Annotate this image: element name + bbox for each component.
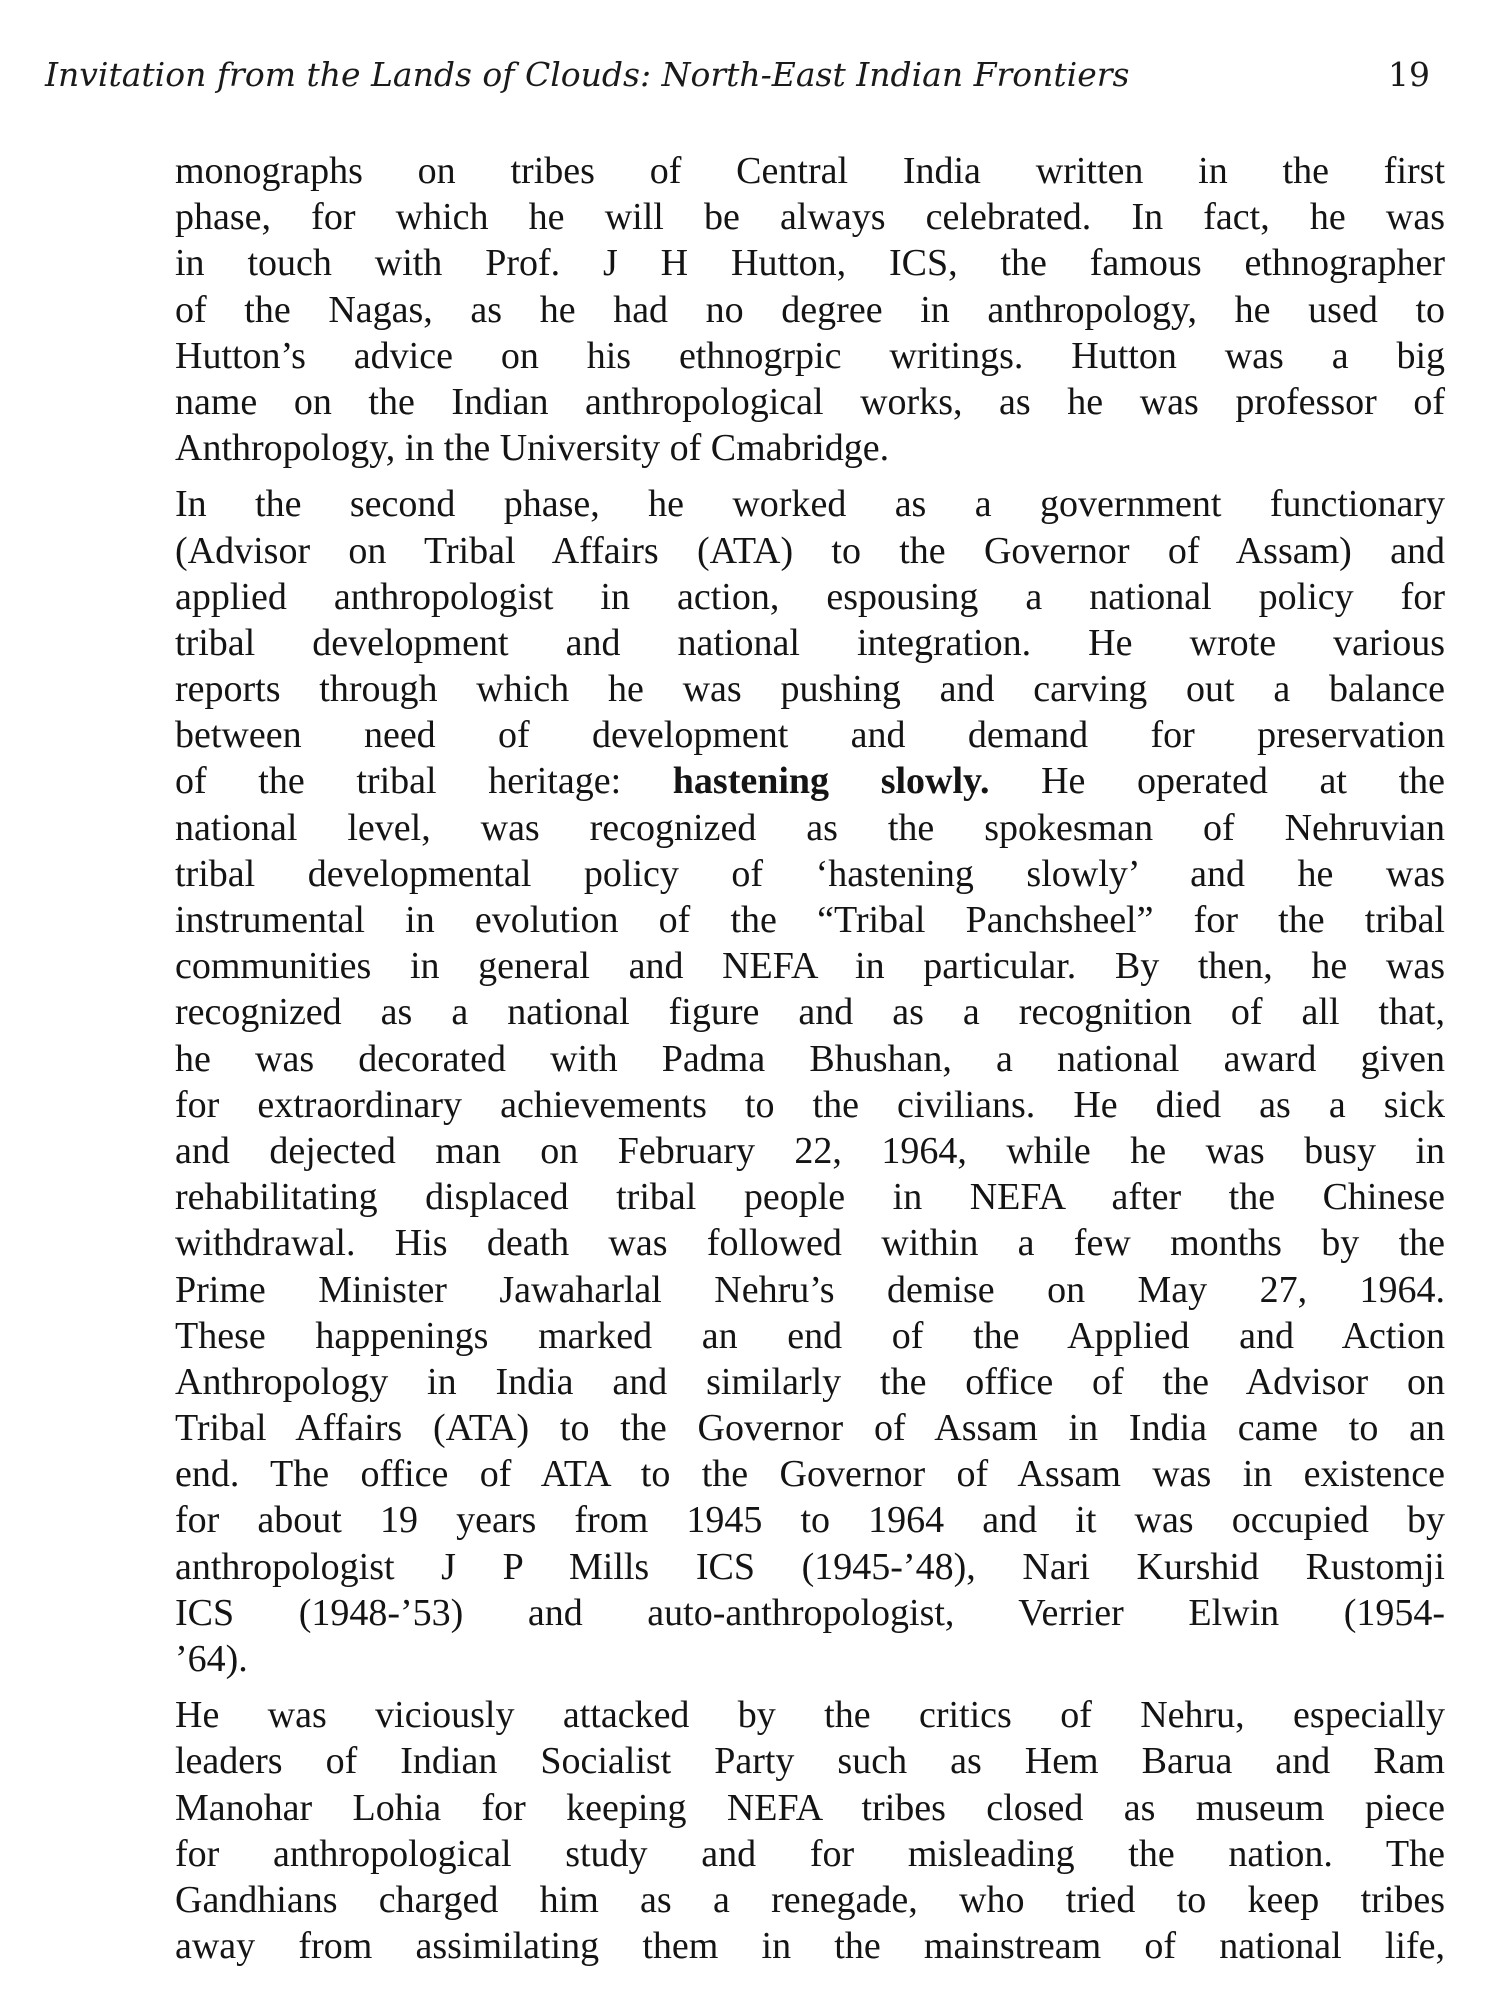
paragraph-3 — [175, 1692, 1445, 1969]
text-line: and dejected man on February 22, 1964, while he was busy in — [175, 1129, 1445, 1172]
text-line: reports through which he was pushing and carving out a balance — [175, 668, 1445, 711]
text-line: between need of development and demand for preservation — [175, 714, 1445, 757]
text-line: These happenings marked an end of the Applied and Action — [175, 1314, 1445, 1357]
text-line: Anthropology in India and similarly the office of the Advisor on — [175, 1360, 1445, 1403]
bold-phrase: hastening slowly. — [672, 760, 990, 803]
text-line: leaders of Indian Socialist Party such as Hem Barua and Ram — [175, 1740, 1445, 1783]
text-line: ’64). — [175, 1638, 248, 1680]
text-line: (Advisor on Tribal Affairs (ATA) to the Governor of Assam) and — [175, 529, 1445, 572]
text-line: communities in general and NEFA in particular. By then, he was — [175, 945, 1445, 988]
text-line: Manohar Lohia for keeping NEFA tribes closed as museum piece — [175, 1786, 1445, 1829]
body-text — [175, 148, 1445, 1969]
text-line: tribal development and national integration. He wrote various — [175, 621, 1445, 664]
text-line: monographs on tribes of Central India written in the first — [175, 150, 1445, 192]
text-line: withdrawal. His death was followed within a few months by the — [175, 1222, 1445, 1265]
text-segment: of the tribal heritage: — [175, 760, 673, 803]
paragraph-gap — [175, 1682, 1445, 1692]
text-line: anthropologist J P Mills ICS (1945-’48), Nari Kurshid Rustomji — [175, 1545, 1445, 1588]
page-number: 19 — [1388, 55, 1430, 94]
text-line: instrumental in evolution of the “Tribal Panchsheel” for the tribal — [175, 899, 1445, 941]
text-line: In the second phase, he worked as a government functionary — [175, 483, 1445, 526]
running-head — [45, 55, 1430, 105]
text-line: Prime Minister Jawaharlal Nehru’s demise on May 27, 1964. — [175, 1268, 1445, 1311]
text-segment: He operated at the — [989, 760, 1445, 803]
text-line: Gandhians charged him as a renegade, who tried to keep tribes — [175, 1878, 1445, 1921]
paragraph-gap — [175, 471, 1445, 481]
paragraph-2 — [175, 481, 1445, 1682]
running-title: Invitation from the Lands of Clouds: North-East Indian Frontiers — [45, 55, 1130, 94]
text-line: national level, was recognized as the spokesman of Nehruvian — [175, 806, 1445, 849]
text-line: in touch with Prof. J H Hutton, ICS, the famous ethnographer — [175, 242, 1445, 285]
text-line: rehabilitating displaced tribal people in NEFA after the Chinese — [175, 1176, 1445, 1219]
text-line: applied anthropologist in action, espousing a national policy for — [175, 575, 1445, 618]
text-line: Hutton’s advice on his ethnogrpic writings. Hutton was a big — [175, 334, 1445, 377]
text-line: away from assimilating them in the mainstream of national life, — [175, 1925, 1445, 1968]
text-line: phase, for which he will be always celebrated. In fact, he was — [175, 196, 1445, 239]
text-line: tribal developmental policy of ‘hastening slowly’ and he was — [175, 852, 1445, 895]
text-line: for extraordinary achievements to the civilians. He died as a sick — [175, 1083, 1445, 1126]
text-line: name on the Indian anthropological works, as he was professor of — [175, 380, 1445, 423]
paragraph-1 — [175, 148, 1445, 471]
text-line: Anthropology, in the University of Cmabridge. — [175, 427, 890, 470]
text-line: of the Nagas, as he had no degree in anthropology, he used to — [175, 288, 1445, 331]
text-line: he was decorated with Padma Bhushan, a national award given — [175, 1037, 1445, 1080]
text-line: end. The office of ATA to the Governor of Assam was in existence — [175, 1453, 1445, 1496]
text-line: He was viciously attacked by the critics of Nehru, especially — [175, 1694, 1445, 1737]
text-line: for about 19 years from 1945 to 1964 and it was occupied by — [175, 1499, 1445, 1542]
text-line: Tribal Affairs (ATA) to the Governor of Assam in India came to an — [175, 1407, 1445, 1450]
text-line: for anthropological study and for misleading the nation. The — [175, 1832, 1445, 1875]
text-line-with-bold — [175, 758, 1445, 804]
text-line: recognized as a national figure and as a recognition of all that, — [175, 991, 1445, 1034]
text-line: ICS (1948-’53) and auto-anthropologist, Verrier Elwin (1954- — [175, 1591, 1445, 1634]
